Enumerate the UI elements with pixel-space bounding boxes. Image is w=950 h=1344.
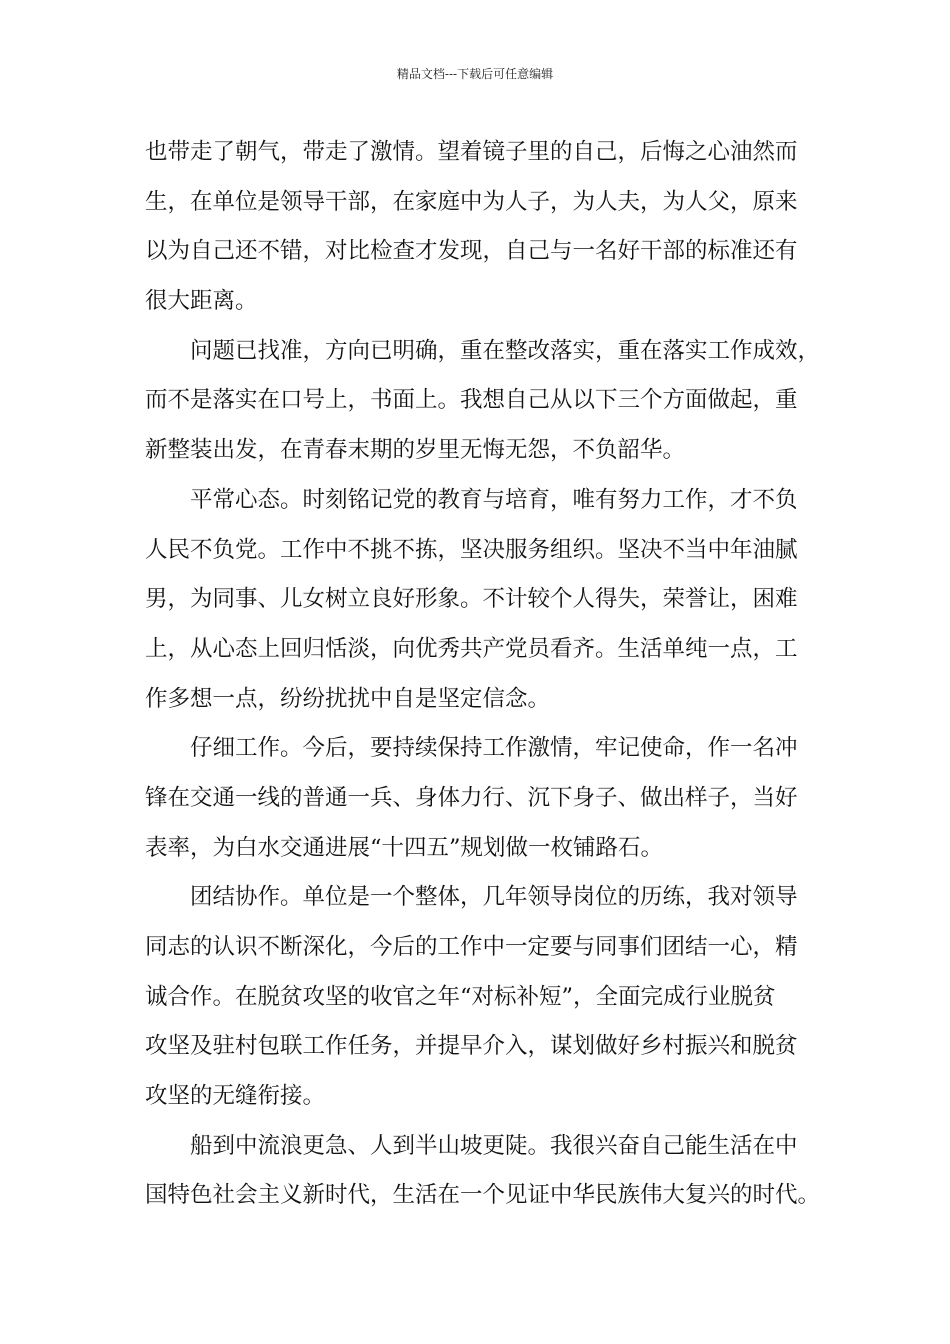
text-line: 上，从心态上回归恬淡，向优秀共产党员看齐。生活单纯一点，工: [145, 635, 798, 662]
text-line: 生，在单位是领导干部，在家庭中为人子，为人夫，为人父，原来: [145, 188, 798, 215]
text-line: 平常心态。时刻铭记党的教育与培育，唯有努力工作，才不负: [145, 486, 798, 513]
text-line: 人民不负党。工作中不挑不拣，坚决服务组织。坚决不当中年油腻: [145, 536, 798, 563]
text-line: 也带走了朝气，带走了激情。望着镜子里的自己，后悔之心油然而: [145, 139, 798, 165]
text-line: 攻坚的无缝衔接。: [145, 1083, 326, 1110]
text-line: 问题已找准，方向已明确，重在整改落实，重在落实工作成效，: [145, 337, 821, 364]
text-line: 团结协作。单位是一个整体，几年领导岗位的历练，我对领导: [145, 884, 798, 911]
text-line: 船到中流浪更急、人到半山坡更陡。我很兴奋自己能生活在中: [145, 1132, 798, 1159]
text-line: 仔细工作。今后，要持续保持工作激情，牢记使命，作一名冲: [145, 735, 798, 762]
document-body: [145, 128, 825, 1221]
text-line: 诚合作。在脱贫攻坚的收官之年“对标补短”，全面完成行业脱贫: [145, 983, 776, 1010]
text-line: 以为自己还不错，对比检查才发现，自己与一名好干部的标准还有: [145, 238, 798, 265]
page-header: 精品文档---下载后可任意编辑: [396, 67, 554, 81]
text-line: 而不是落实在口号上，书面上。我想自己从以下三个方面做起，重: [145, 387, 798, 414]
text-line: 锋在交通一线的普通一兵、身体力行、沉下身子、做出样子，当好: [145, 784, 798, 811]
text-line: 同志的认识不断深化，今后的工作中一定要与同事们团结一心，精: [145, 934, 798, 960]
text-line: 攻坚及驻村包联工作任务，并提早介入，谋划做好乡村振兴和脱贫: [145, 1033, 798, 1060]
text-line: 很大距离。: [145, 288, 258, 315]
text-line: 作多想一点，纷纷扰扰中自是坚定信念。: [145, 685, 551, 712]
text-line: 新整装出发，在青春末期的岁里无悔无怨，不负韶华。: [145, 437, 686, 464]
text-line: 男，为同事、儿女树立良好形象。不计较个人得失，荣誉让，困难: [145, 586, 798, 613]
text-line: 国特色社会主义新时代，生活在一个见证中华民族伟大复兴的时代。: [145, 1182, 821, 1209]
text-line: 表率，为白水交通进展“十四五”规划做一枚铺路石。: [145, 834, 664, 861]
